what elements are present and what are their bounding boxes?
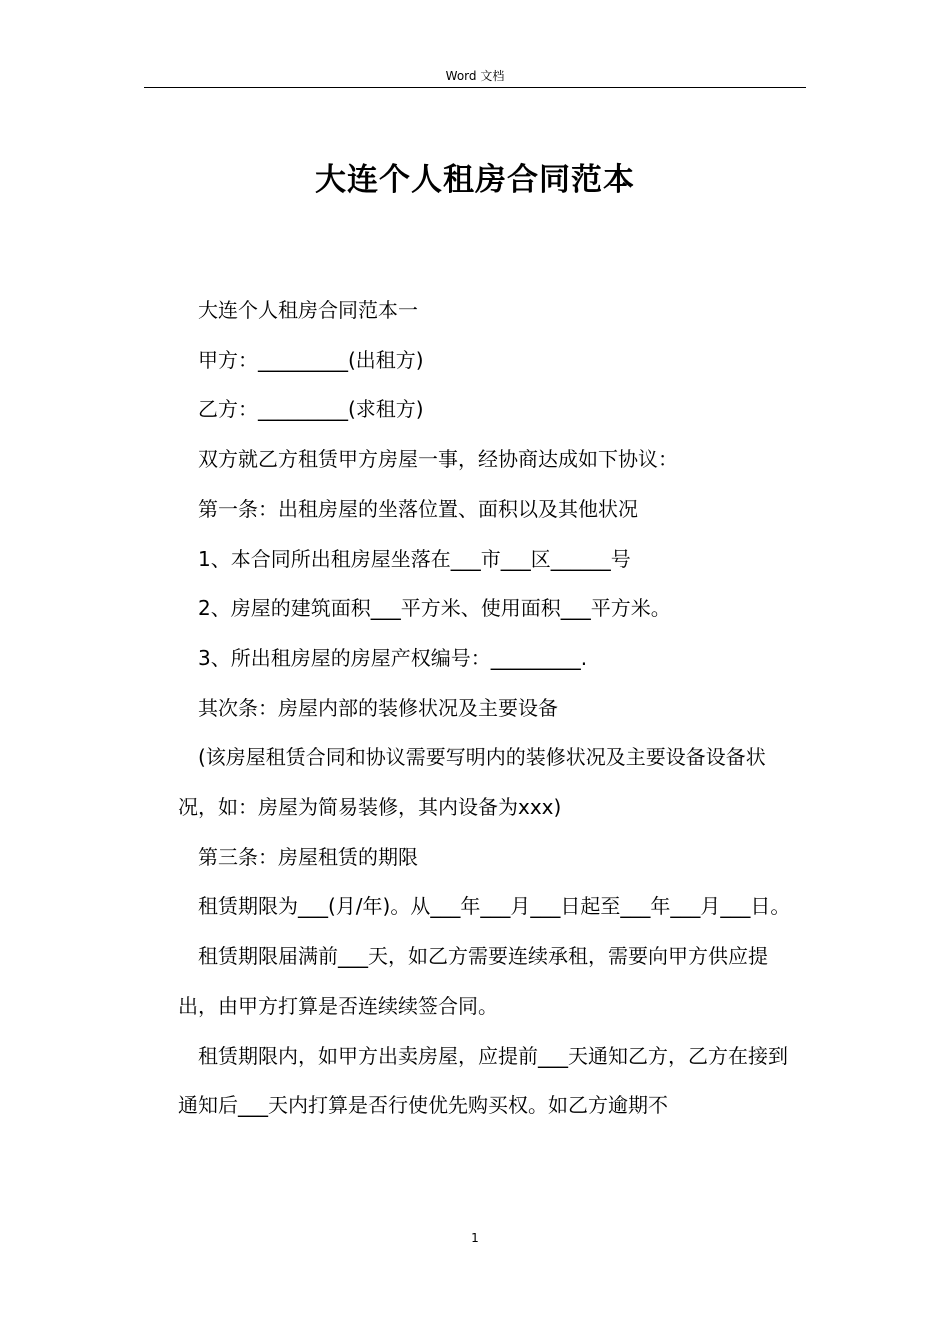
paragraph-sale-notice: 租赁期限内，如甲方出卖房屋，应提前___天通知乙方，乙方在接到通知后___天内打算是否行使优先购买权。如乙方逾期不 [178, 1043, 788, 1118]
paragraph-agreement-intro: 双方就乙方租赁甲方房屋一事，经协商达成如下协议： [198, 447, 678, 472]
page-number: 1 [471, 1231, 479, 1245]
paragraph-location: 1、本合同所出租房屋坐落在___市___区______号 [198, 546, 631, 571]
header-divider [144, 87, 806, 88]
paragraph-lease-term: 租赁期限为___(月/年)。从___年___月___日起至___年___月___日。 [198, 894, 791, 919]
paragraph-decoration-note: (该房屋租赁合同和协议需要写明内的装修状况及主要设备设备状况，如：房屋为简易装修，其内设备为xxx) [178, 745, 766, 820]
paragraph-property-number: 3、所出租房屋的房屋产权编号：_________. [198, 645, 588, 670]
paragraph-party-a: 甲方：_________(出租方) [198, 347, 424, 372]
paragraph-renewal: 租赁期限届满前___天，如乙方需要连续承租，需要向甲方供应提出，由甲方打算是否连续续签合同。 [178, 944, 768, 1018]
paragraph-party-b: 乙方：_________(求租方) [198, 397, 424, 422]
document-title: 大连个人租房合同范本 [315, 162, 635, 198]
paragraph-article-3: 第三条：房屋租赁的期限 [198, 844, 418, 869]
paragraph-contract-heading: 大连个人租房合同范本一 [198, 298, 418, 322]
paragraph-area: 2、房屋的建筑面积___平方米、使用面积___平方米。 [198, 596, 671, 621]
paragraph-article-1: 第一条：出租房屋的坐落位置、面积以及其他状况 [198, 496, 638, 521]
document-body [178, 286, 794, 1131]
page-header: Word 文档 [445, 69, 505, 83]
paragraph-article-2: 其次条：房屋内部的装修状况及主要设备 [198, 695, 558, 720]
